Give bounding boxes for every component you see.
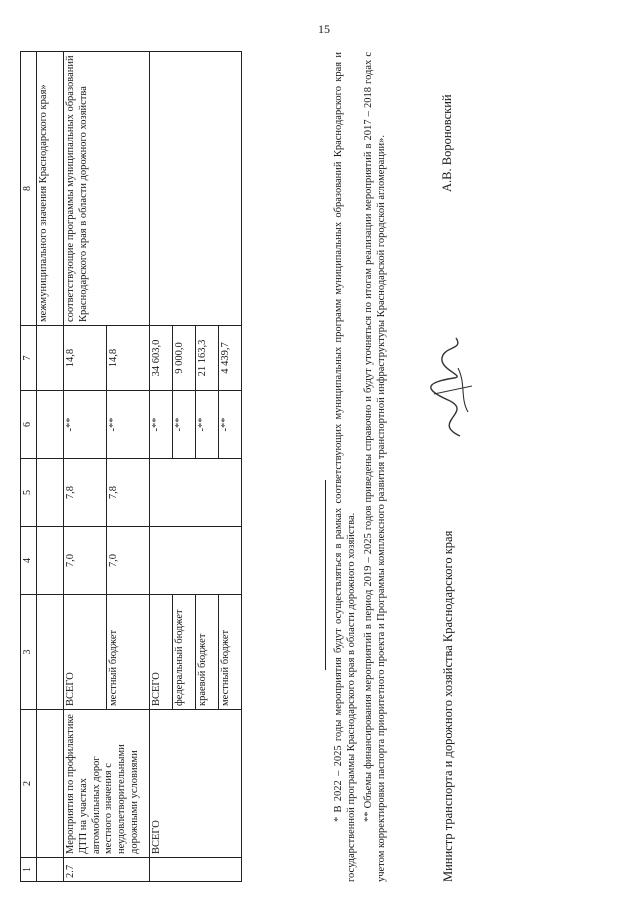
value-cell: 34 603,0 xyxy=(150,326,173,391)
value-cell: -** xyxy=(173,391,196,459)
table-header-row xyxy=(21,52,37,882)
value-cell: 14,8 xyxy=(107,326,150,391)
funding-source: ВСЕГО xyxy=(150,595,173,710)
handwritten-signature xyxy=(420,332,480,442)
footnote-1: * В 2022 – 2025 годы мероприятия будут осуществляться в рамках соответствующих муниципальных программ муниципальных образований Краснодарского края и государственной программы Краснодарского края в области дорожного хозяйства. xyxy=(333,52,358,882)
value-cell: 4 439,7 xyxy=(219,326,242,391)
rotated-page-content xyxy=(20,22,620,882)
value-cell: -** xyxy=(196,391,219,459)
funding-source: ВСЕГО xyxy=(64,595,107,710)
funding-source: местный бюджет xyxy=(219,595,242,710)
col-header-3: 3 xyxy=(21,595,37,710)
value-cell: 7,0 xyxy=(64,527,107,595)
value-cell: 7,8 xyxy=(107,459,150,527)
funding-source: краевой бюджет xyxy=(196,595,219,710)
value-cell: 9 000,0 xyxy=(173,326,196,391)
total-label: ВСЕГО xyxy=(150,710,242,858)
value-cell: -** xyxy=(107,391,150,459)
col-header-7: 7 xyxy=(21,326,37,391)
value-cell: 14,8 xyxy=(64,326,107,391)
signatory-name: А.В. Вороновский xyxy=(440,94,454,192)
value-cell: -** xyxy=(219,391,242,459)
signatory-position: Министр транспорта и дорожного хозяйства Краснодарского края xyxy=(441,530,455,882)
financing-table xyxy=(20,51,242,882)
value-cell: 21 163,3 xyxy=(196,326,219,391)
value-cell: 7,8 xyxy=(64,459,107,527)
row-number: 2.7 xyxy=(64,858,150,882)
value-cell: -** xyxy=(150,391,173,459)
col-header-2: 2 xyxy=(21,710,37,858)
table-row xyxy=(37,52,64,882)
table-row xyxy=(64,52,107,882)
funding-source: местный бюджет xyxy=(107,595,150,710)
col-header-4: 4 xyxy=(21,527,37,595)
col-header-5: 5 xyxy=(21,459,37,527)
table-row xyxy=(150,52,173,882)
col-header-8: 8 xyxy=(21,52,37,326)
col-header-1: 1 xyxy=(21,858,37,882)
col-header-6: 6 xyxy=(21,391,37,459)
result-cell-continued: межмуниципального значения Краснодарского края» xyxy=(37,52,64,326)
funding-source: федеральный бюджет xyxy=(173,595,196,710)
footnote-divider xyxy=(325,480,326,670)
result-cell: соответствующие программы муниципальных образований Краснодарского края в области дорожного хозяйства xyxy=(64,52,150,326)
value-cell: 7,0 xyxy=(107,527,150,595)
measure-name: Мероприятия по профилактике ДТП на участках автомобильных дорог местного значения с неудовлетворительными дорожными условиями xyxy=(64,710,150,858)
value-cell: -** xyxy=(64,391,107,459)
page-number: 15 xyxy=(318,22,330,36)
footnote-2: ** Объемы финансирования мероприятий в период 2019 – 2025 годов приведены справочно и будут уточняться по итогам реализации мероприятий в 2017 – 2018 годах с учетом корректировки паспорта приоритетного проекта и Программы комплексного развития транспортной инфраструктуры Краснодарской городской агломерации». xyxy=(363,52,388,882)
